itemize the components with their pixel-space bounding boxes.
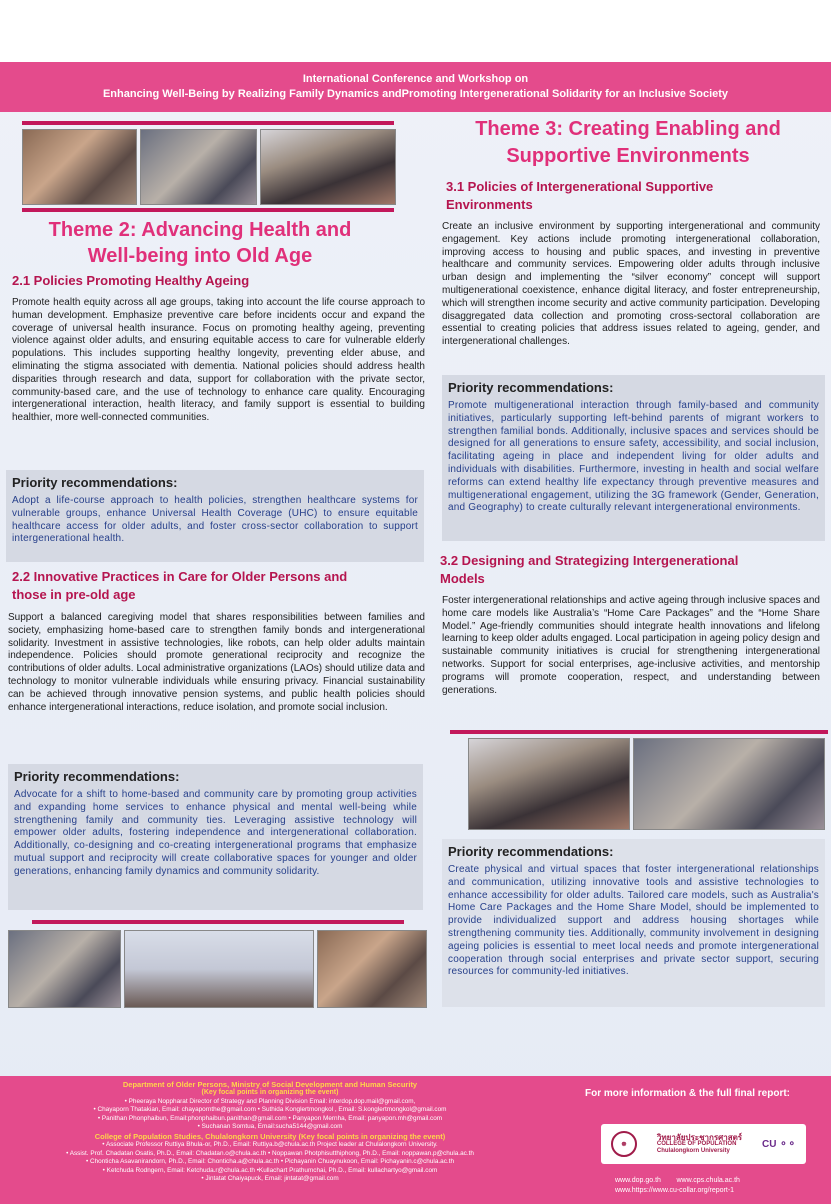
priority-box-3-1 bbox=[442, 375, 825, 541]
section-2-2-text: Support a balanced caregiving model that shares responsibilities between families and society, emphasizing home-based care to strengthen family bonds and intergenerational solidarity. Investment in assistive technologies, like robots, can help older adults maintain independence. Policies should promote generational reciprocity and recognize the contributions of older adults. Local administrative organizations (LAOs) should utilize data and technology to monitor vulnerable individuals while ensuring privacy. Financial sustainability can be achieved through innovative pension systems, and public health policies should enhance intergenerational interactions, reduce isolation, and promote social inclusion. bbox=[8, 612, 425, 713]
footer bbox=[0, 1076, 831, 1204]
event-photos-bottom-left bbox=[8, 930, 427, 1008]
event-photo bbox=[260, 129, 396, 205]
more-info-panel bbox=[585, 1088, 825, 1194]
link-cps[interactable]: www.cps.chula.ac.th bbox=[676, 1177, 740, 1184]
contact-line: • Assist. Prof. Chadatan Osatis, Ph.D., Email: Chadatan.o@chula.ac.th • Noppawan Photphisutthiphong, Ph.D., Email: noppawan.p@chula.ac.th bbox=[66, 1149, 474, 1157]
section-2-1-heading: 2.1 Policies Promoting Healthy Ageing bbox=[12, 273, 250, 288]
conference-banner bbox=[0, 62, 831, 112]
group-photo bbox=[468, 738, 630, 830]
dop-seal-icon: ☸ bbox=[611, 1131, 637, 1157]
priority-heading: Priority recommendations: bbox=[448, 380, 614, 395]
priority-text: Adopt a life-course approach to health policies, strengthen healthcare systems for vulnerable groups, enhance Universal Health Coverage (UHC) to ensure equitable healthcare access for older adults, and foster cross-sector collaboration to support intergenerational health. bbox=[12, 495, 418, 545]
organizer-contacts bbox=[0, 1080, 540, 1184]
priority-text: Create physical and virtual spaces that foster intergenerational relationships and communication, utilizing innovative tools and assistive technologies to enhance accessibility for older adults. Tailored care models, such as Australia's Home Care Packages and the Home Share Model, should be implemented to provide individualized support and address housing shortages while strengthening community ties. Additionally, community involvement in designing ageing policies is essential to meet local needs and promote intergenerational cooperation through social enterprises and private sector support, securing resources for community-led initiatives. bbox=[448, 864, 819, 978]
contact-line: • Ketchuda Rodngern, Email: Ketchuda.r@chula.ac.th •Kullachart Prathumchai, Ph.D., Email: kullachartyo@gmail.com bbox=[102, 1166, 438, 1174]
contact-line: • Chayaporn Thatakian, Email: chayapornthe@gmail.com • Suthida Konglertmongkol , Email: S.konglertmongkol@gmail.com bbox=[93, 1106, 447, 1114]
section-3-2-heading: 3.2 Designing and Strategizing Intergenerational Models bbox=[440, 553, 739, 586]
priority-box-2-1 bbox=[6, 470, 424, 562]
contact-line: • Chonticha Asavanirandorn, Ph.D., Email: Chonticha.a@chula.ac.th • Pichayanin Chuaynukoon, Email: Pichayanin.c@chula.ac.th bbox=[85, 1158, 455, 1166]
priority-heading: Priority recommendations: bbox=[14, 769, 180, 784]
section-2-1-text: Promote health equity across all age groups, taking into account the life course approach to human development. Emphasize preventive care before incidents occur and expand the coverage of universal health insurance. Focus on promoting healthy ageing, preventing violence against older adults, and ensuring equitable access to care for vulnerable elderly populations. This includes supporting healthy longevity, preventing elder abuse, and eliminating the stigma associated with dementia. National policies should address health disparities through research and data, support for collaboration with the private sector, community-based care, and the use of technology to enhance care quality. Encouraging intergenerational interaction, health literacy, and family support is essential to building healthier, more well-connected communities. bbox=[12, 297, 425, 424]
event-photo bbox=[140, 129, 257, 205]
accent-bar bbox=[22, 208, 394, 212]
cu-collar-logo: CU ⚬⚬ bbox=[762, 1138, 797, 1150]
event-photo bbox=[8, 930, 121, 1008]
banner-line-2: Enhancing Well-Being by Realizing Family Dynamics andPromoting Intergenerational Solidarity for an Inclusive Society bbox=[102, 88, 729, 100]
cps-logo: วิทยาลัยประชากรศาสตร์ COLLEGE OF POPULATION Chulalongkorn University bbox=[656, 1132, 743, 1154]
event-photo bbox=[22, 129, 137, 205]
logo-strip bbox=[601, 1124, 806, 1164]
section-3-1-text: Create an inclusive environment by supporting intergenerational and community engagement. Key actions include promoting intergenerational collaboration, improving access to housing and public spaces, and investing in preventive healthcare and community services. Empowering older adults through inclusive urban design and implementing the “silver economy” concept will support multigenerational coexistence, enhance digital literacy, and foster entrepreneurship, which will strengthen income security and active community participation. Developing disaggregated data collection and promoting cross-sectoral collaboration are essential to creating policies that address issues related to ageing, gender, and intergenerational challenges. bbox=[442, 221, 820, 348]
priority-text: Promote multigenerational interaction through family-based and community initiatives, particularly supporting left-behind parents of migrant workers to strengthen familial bonds. Additionally, inclusive spaces and services should be designed for all generations to ensure safety, accessibility, and social inclusion, facilitating ageing in place and independent living for older adults and individuals with disabilities. Furthermore, investing in health and social welfare reforms can extend healthy life expectancy through preventive measures and multigenerational engagement, utilizing the 3G framework (Gender, Generation, and Geography) to create culturally relevant intergenerational environments. bbox=[448, 400, 819, 514]
event-photo bbox=[317, 930, 427, 1008]
section-3-1-heading: 3.1 Policies of Intergenerational Supportive Environments bbox=[446, 179, 714, 212]
event-photos-right bbox=[468, 738, 825, 830]
dept-dop-key: (Key focal points in organizing the event) bbox=[201, 1089, 339, 1096]
accent-bar bbox=[32, 920, 404, 924]
priority-heading: Priority recommendations: bbox=[12, 475, 178, 490]
priority-text: Advocate for a shift to home-based and community care by promoting group activities and expanding home services to enhance physical and mental well-being while strengthening family and community ties. Leveraging assistive technology will empower older adults, fostering independence and intergenerational collaboration. Additionally, co-designing and co-creating intergenerational programs that emphasize mutual support and reciprocity will create collaborative spaces for younger and older generations, enhancing family dynamics and community solidarity. bbox=[14, 789, 417, 877]
dept-cps-name: College of Population Studies, Chulalongkorn University (Key focal points in organizing the event) bbox=[94, 1131, 446, 1141]
section-3-2-text: Foster intergenerational relationships and active ageing through inclusive spaces and home care models like Australia’s “Home Care Packages” and the “Home Share Model.” Age-friendly communities should integrate health innovations and lifelong learning to keep older adults engaged. Local participation in ageing policy design and sustainable community initiatives is crucial for strengthening intergenerational networks. Support for social enterprises, age-inclusive activities, and mentorship programs will promote cooperation, respect, and understanding between generations. bbox=[442, 595, 820, 696]
banner-line-1: International Conference and Workshop on bbox=[302, 73, 529, 85]
contact-line: • Associate Professor Ruttiya Bhula-or, Ph.D., Email: Ruttiya.b@chula.ac.th Project leader at Chulalongkorn University. bbox=[102, 1140, 438, 1148]
priority-box-2-2 bbox=[8, 764, 423, 910]
group-photo bbox=[633, 738, 825, 830]
contact-line: • Pheeraya Noppharat Director of Strategy and Planning Division Email: interdop.dop.mail@gmail.com, bbox=[124, 1097, 416, 1105]
link-report[interactable]: www.https://www.cu-collar.org/report-1 bbox=[615, 1187, 735, 1194]
dept-dop-name: Department of Older Persons, Ministry of Social Development and Human Security bbox=[122, 1080, 418, 1089]
accent-bar bbox=[450, 730, 828, 734]
priority-heading: Priority recommendations: bbox=[448, 844, 614, 859]
contact-line: • Jintatat Chaiyapuck, Email: jintatat@gmail.com bbox=[201, 1175, 339, 1183]
section-2-2-heading: 2.2 Innovative Practices in Care for Older Persons and those in pre-old age bbox=[12, 569, 348, 602]
link-dop[interactable]: www.dop.go.th bbox=[615, 1177, 661, 1184]
poster bbox=[0, 62, 831, 1194]
accent-bar bbox=[22, 121, 394, 125]
event-photos-top-left bbox=[22, 129, 396, 205]
theme2-title: Theme 2: Advancing Health and Well-being into Old Age bbox=[48, 219, 352, 267]
theme3-title: Theme 3: Creating Enabling and Supportive Environments bbox=[475, 118, 781, 167]
report-links bbox=[615, 1176, 740, 1196]
contact-line: • Panithan Phonphaibun, Email:phonphaibun.panithan@gmail.com • Panyapon Mernha, Email: panyapon.mh@gmail.com bbox=[97, 1114, 443, 1122]
event-photo bbox=[124, 930, 314, 1008]
more-info-label: For more information & the full final report: bbox=[585, 1088, 790, 1099]
priority-box-3-2 bbox=[442, 839, 825, 1007]
contact-line: • Suchanan Somtua, Email:sucha5144@gmail.com bbox=[197, 1123, 343, 1131]
